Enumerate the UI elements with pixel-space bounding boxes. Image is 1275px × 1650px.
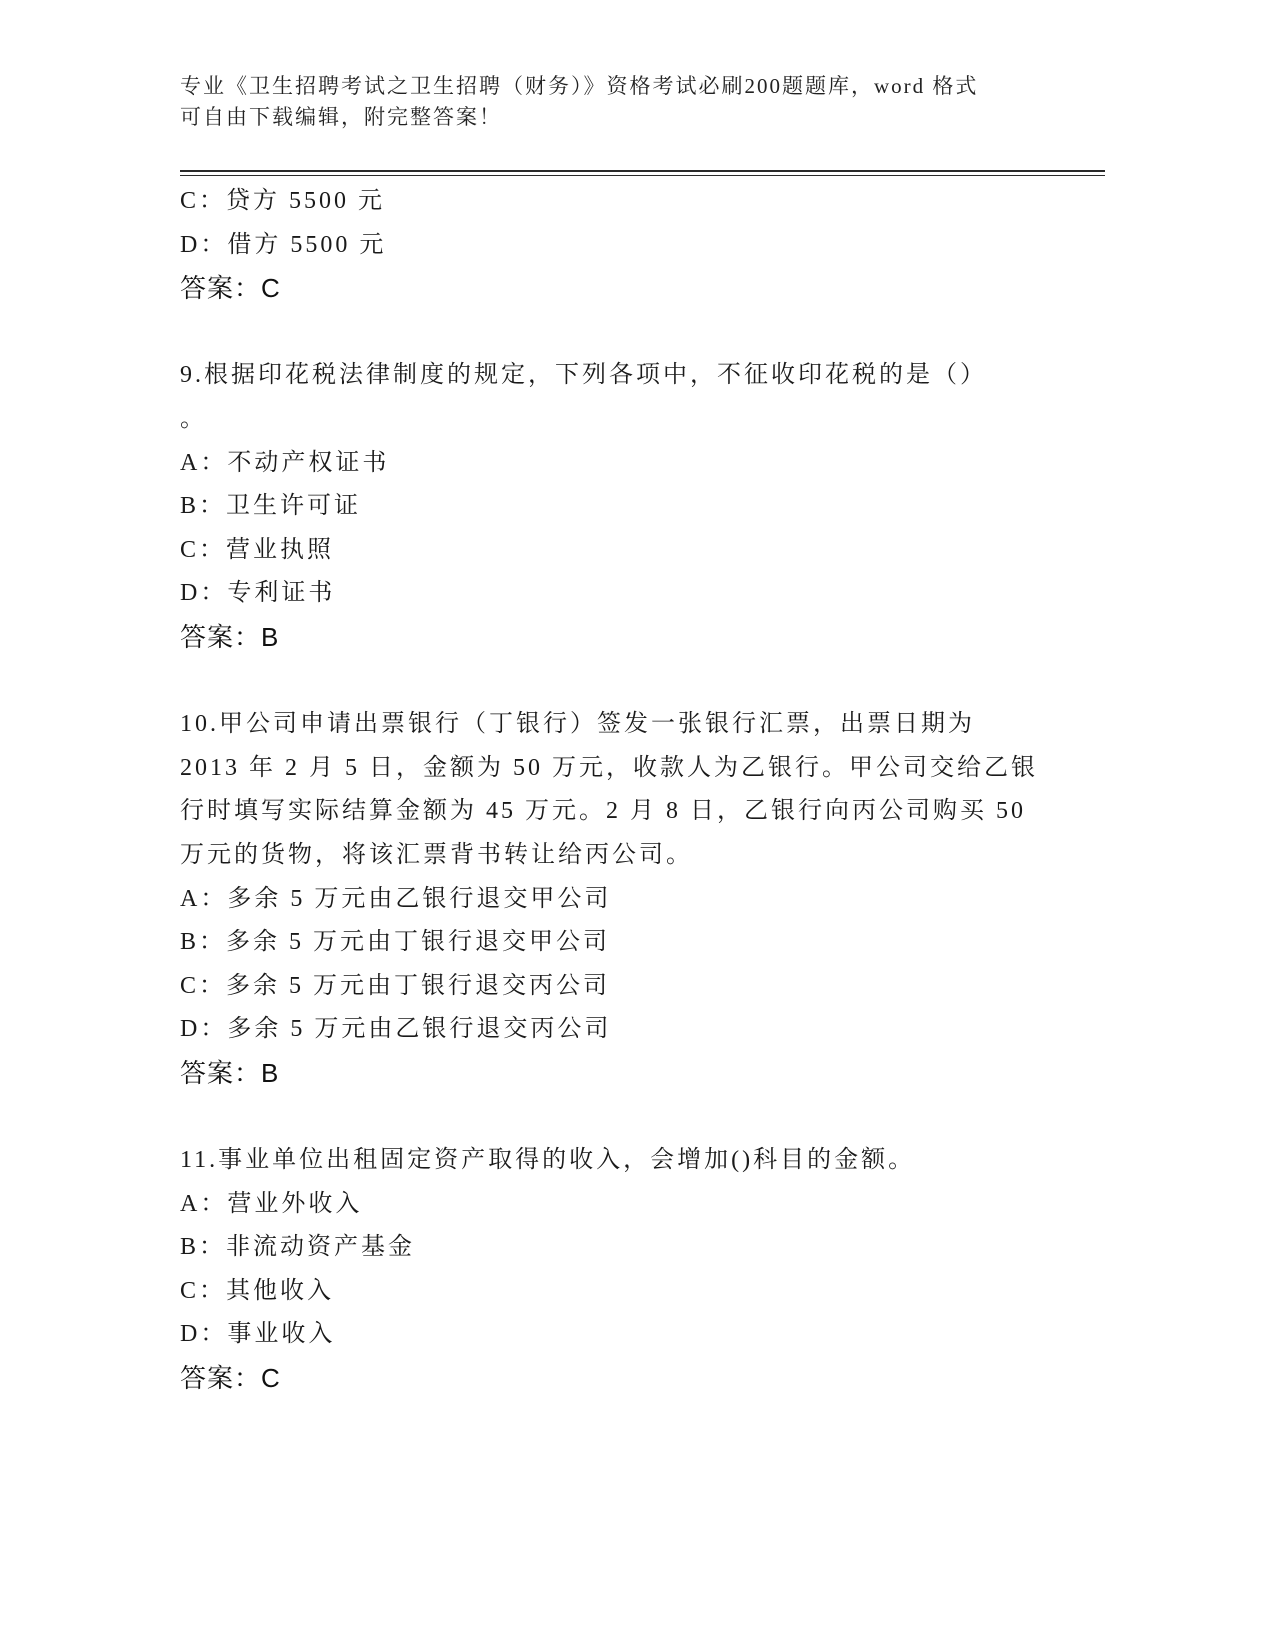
option-text: 多余 5 万元由丁银行退交甲公司 xyxy=(226,929,611,956)
option-text: 卫生许可证 xyxy=(226,493,362,520)
question-stem: 行时填写实际结算金额为 45 万元。2 月 8 日，乙银行向丙公司购买 50 xyxy=(180,798,1026,825)
option-text: 事业收入 xyxy=(227,1321,336,1348)
question-stem: 10.甲公司申请出票银行（丁银行）签发一张银行汇票，出票日期为 xyxy=(180,711,975,738)
spacer xyxy=(180,660,1105,704)
option-a xyxy=(180,878,1105,922)
option-label: D： xyxy=(180,1016,228,1043)
option-c xyxy=(180,529,1105,573)
question-9 xyxy=(180,354,1105,659)
answer: 答案：C xyxy=(180,273,281,304)
question-list xyxy=(180,180,1105,1401)
option-label: B： xyxy=(180,1234,227,1261)
header-line-1: 专业《卫生招聘考试之卫生招聘（财务）》资格考试必刷200题题库，word 格式 xyxy=(180,74,979,98)
option-text: 多余 5 万元由乙银行退交甲公司 xyxy=(227,885,612,912)
option-d xyxy=(180,1313,1105,1357)
option-text: 非流动资产基金 xyxy=(226,1234,416,1261)
option-label: A： xyxy=(180,449,228,476)
option-text: 多余 5 万元由乙银行退交丙公司 xyxy=(227,1016,612,1043)
question-stem: 。 xyxy=(180,405,207,432)
option-a xyxy=(180,442,1105,486)
option-label: D： xyxy=(180,1321,228,1348)
option-label: D： xyxy=(180,580,228,607)
header-line-2: 可自由下载编辑，附完整答案！ xyxy=(180,105,502,129)
option-d xyxy=(180,224,1105,268)
option-label: C： xyxy=(180,536,227,563)
option-text: 贷方 5500 元 xyxy=(226,188,386,214)
option-text: 营业外收入 xyxy=(227,1190,363,1217)
option-c xyxy=(180,180,1105,224)
answer: 答案：B xyxy=(180,621,280,652)
question-stem: 万元的货物，将该汇票背书转让给丙公司。 xyxy=(180,841,693,868)
option-text: 借方 5500 元 xyxy=(227,231,387,258)
option-b xyxy=(180,921,1105,965)
question-stem: 2013 年 2 月 5 日，金额为 50 万元，收款人为乙银行。甲公司交给乙银 xyxy=(180,754,1038,781)
answer: 答案：B xyxy=(180,1057,280,1088)
option-text: 其他收入 xyxy=(226,1277,335,1304)
option-text: 营业执照 xyxy=(226,536,335,563)
option-c xyxy=(180,965,1105,1009)
spacer xyxy=(180,1095,1105,1139)
option-b xyxy=(180,1226,1105,1270)
continued-question xyxy=(180,180,1105,311)
header-rule-thin xyxy=(180,175,1105,176)
header-rule-thick xyxy=(180,170,1105,172)
question-stem: 11.事业单位出租固定资产取得的收入，会增加()科目的金额。 xyxy=(180,1147,916,1174)
option-label: C： xyxy=(180,188,227,214)
option-label: A： xyxy=(180,885,228,912)
page-header xyxy=(180,71,1105,133)
option-a xyxy=(180,1183,1105,1227)
answer: 答案：C xyxy=(180,1363,281,1394)
option-label: B： xyxy=(180,493,227,520)
option-label: C： xyxy=(180,1277,227,1304)
option-c xyxy=(180,1270,1105,1314)
option-text: 专利证书 xyxy=(227,580,336,607)
option-b xyxy=(180,485,1105,529)
option-label: A： xyxy=(180,1190,228,1217)
option-d xyxy=(180,1008,1105,1052)
option-label: B： xyxy=(180,929,227,956)
question-10 xyxy=(180,703,1105,1095)
question-11 xyxy=(180,1139,1105,1401)
option-text: 不动产权证书 xyxy=(227,449,390,476)
option-label: C： xyxy=(180,972,227,999)
option-d xyxy=(180,572,1105,616)
option-text: 多余 5 万元由丁银行退交丙公司 xyxy=(226,972,611,999)
option-label: D： xyxy=(180,231,228,258)
spacer xyxy=(180,311,1105,355)
question-stem: 9.根据印花税法律制度的规定，下列各项中，不征收印花税的是（） xyxy=(180,362,987,389)
